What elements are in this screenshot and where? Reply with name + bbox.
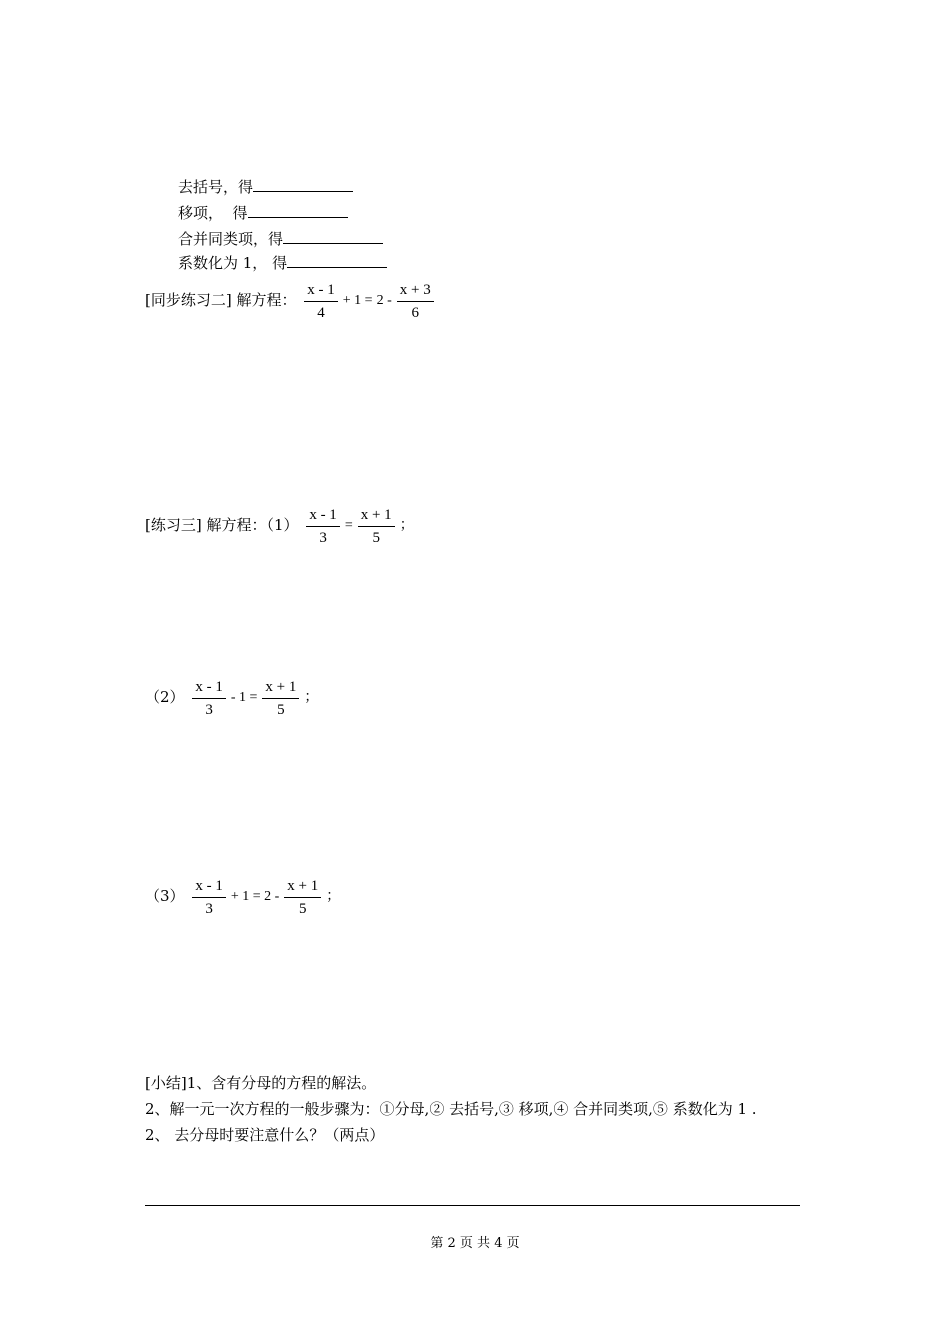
item-prefix: （2）	[145, 688, 185, 706]
fraction	[358, 506, 395, 547]
answer-blank[interactable]	[248, 203, 348, 218]
operator: =	[344, 518, 353, 533]
answer-blank[interactable]	[283, 229, 383, 244]
denominator: 5	[372, 529, 380, 546]
section-label: [同步练习二] 解方程：	[145, 291, 297, 309]
numerator: x + 1	[284, 877, 321, 898]
practice-3-item-2	[145, 677, 320, 719]
practice-3-item-3	[145, 876, 342, 918]
denominator: 3	[205, 701, 213, 718]
step-transpose	[178, 203, 348, 223]
operator: - 1 =	[230, 690, 258, 705]
footer-divider	[145, 1205, 800, 1206]
punctuation: ；	[304, 690, 319, 705]
operator: + 1 =	[342, 293, 373, 308]
numerator: x + 3	[397, 281, 434, 302]
item-prefix: （3）	[145, 887, 185, 905]
section-label: [练习三] 解方程：（1）	[145, 516, 299, 534]
denominator: 5	[299, 900, 307, 917]
fraction	[284, 877, 321, 918]
punctuation: ；	[399, 518, 414, 533]
summary-line-3: 2、 去分母时要注意什么？（两点）	[145, 1126, 385, 1144]
equation	[301, 281, 436, 322]
step-label: 系数化为 1， 得	[178, 254, 288, 272]
numerator: x + 1	[358, 506, 395, 527]
punctuation: ；	[326, 889, 341, 904]
operator: 2 -	[376, 293, 392, 308]
step-label: 合并同类项，得	[178, 230, 284, 248]
denominator: 3	[319, 529, 327, 546]
fraction	[304, 281, 338, 322]
numerator: x - 1	[192, 877, 226, 898]
denominator: 5	[277, 701, 285, 718]
step-normalize-coefficient	[178, 253, 387, 273]
numerator: x - 1	[306, 506, 340, 527]
answer-blank[interactable]	[287, 253, 387, 268]
fraction	[262, 678, 299, 719]
equation	[189, 877, 342, 918]
fraction	[192, 877, 226, 918]
fraction	[306, 506, 340, 547]
numerator: x + 1	[262, 678, 299, 699]
summary-line-2: 2、解一元一次方程的一般步骤为：①分母,② 去括号,③ 移项,④ 合并同类项,⑤ 系数化为 1 .	[145, 1100, 757, 1118]
numerator: x - 1	[192, 678, 226, 699]
fraction	[192, 678, 226, 719]
denominator: 3	[205, 900, 213, 917]
practice-3-item-1	[145, 505, 416, 547]
step-remove-parentheses	[178, 177, 353, 197]
fraction	[397, 281, 434, 322]
equation	[189, 678, 320, 719]
denominator: 6	[411, 304, 419, 321]
step-label: 去括号，得	[178, 178, 254, 196]
summary-line-1: [小结]1、含有分母的方程的解法。	[145, 1074, 377, 1092]
denominator: 4	[317, 304, 325, 321]
operator: + 1 = 2 -	[230, 889, 280, 904]
step-label: 移项， 得	[178, 204, 248, 222]
sync-practice-2	[145, 280, 437, 322]
step-combine-like-terms	[178, 229, 383, 249]
answer-blank[interactable]	[253, 177, 353, 192]
page-number: 第 2 页 共 4 页	[430, 1236, 520, 1251]
equation	[303, 506, 415, 547]
numerator: x - 1	[304, 281, 338, 302]
